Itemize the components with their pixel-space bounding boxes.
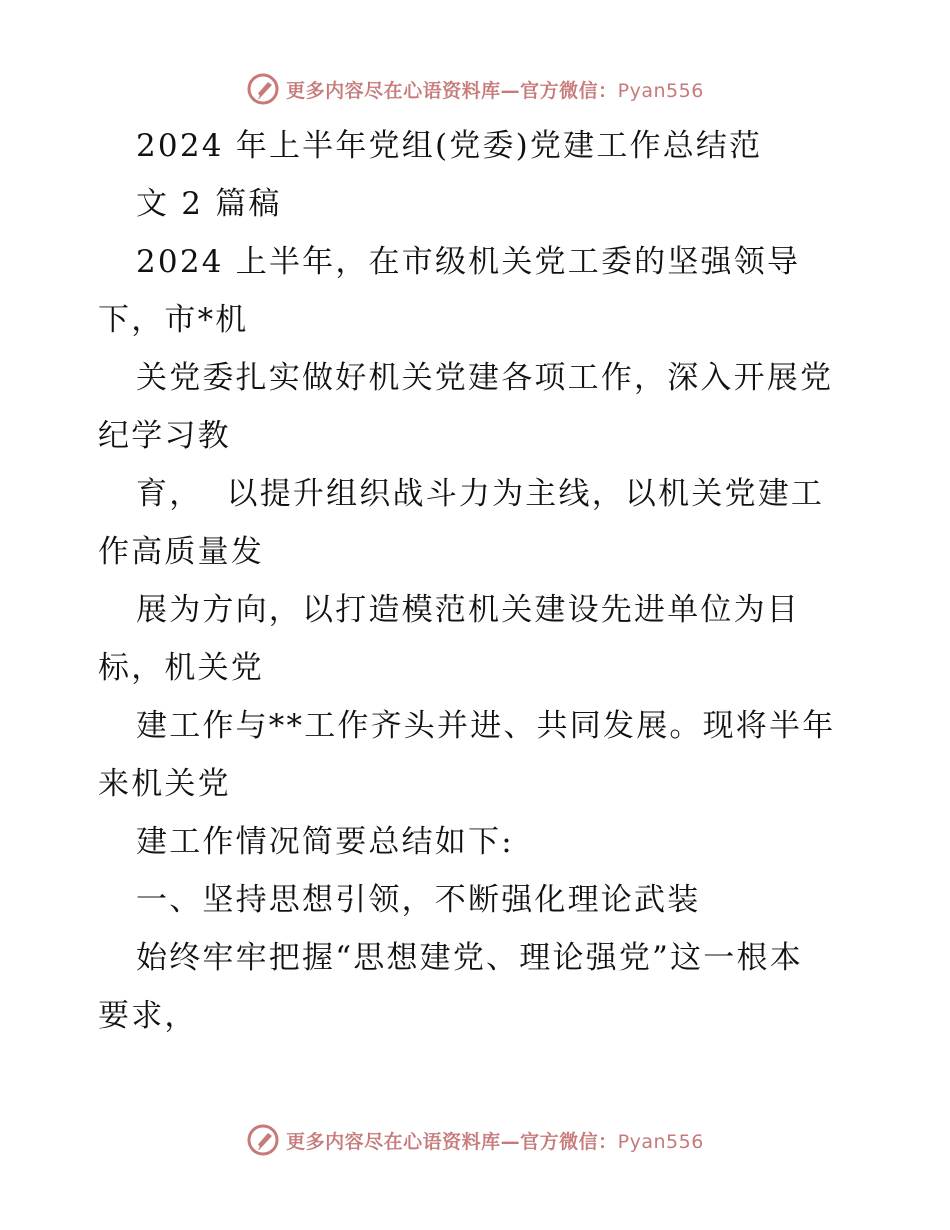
paragraph-line: 纪学习教 (98, 418, 231, 454)
pen-seal-icon (246, 1123, 280, 1157)
paragraph-line: 下，市*机 (98, 302, 249, 338)
watermark-text: 更多内容尽在心语资料库—官方微信： (286, 1130, 618, 1153)
paragraph-line: 作高质量发 (98, 534, 264, 570)
paragraph-line: 标，机关党 (98, 650, 264, 686)
paragraph-line: 关党委扎实做好机关党建各项工作，深入开展党 (136, 360, 834, 396)
watermark-text: 更多内容尽在心语资料库—官方微信： (286, 79, 618, 102)
footer-watermark (0, 1123, 950, 1157)
paragraph-line: 建工作情况简要总结如下: (136, 824, 514, 860)
watermark-wechat-id: Pyan556 (617, 1130, 704, 1153)
document-title-line-2: 文 2 篇稿 (136, 186, 282, 222)
header-watermark (0, 72, 950, 106)
section-heading: 一、坚持思想引领，不断强化理论武装 (136, 882, 701, 918)
paragraph-line: 育， 以提升组织战斗力为主线，以机关党建工 (136, 476, 825, 512)
paragraph-line: 2024 上半年，在市级机关党工委的坚强领导 (136, 244, 801, 280)
document-body (98, 124, 868, 1052)
watermark-wechat-id: Pyan556 (617, 79, 704, 102)
document-title-line-1: 2024 年上半年党组(党委)党建工作总结范 (136, 128, 763, 164)
paragraph-line: 展为方向，以打造模范机关建设先进单位为目 (136, 592, 800, 628)
paragraph-line: 来机关党 (98, 766, 231, 802)
pen-seal-icon (246, 72, 280, 106)
paragraph-line: 始终牢牢把握“思想建党、理论强党”这一根本 (136, 940, 803, 976)
paragraph-line: 建工作与**工作齐头并进、共同发展。现将半年 (136, 708, 836, 744)
paragraph-line: 要求， (98, 998, 198, 1034)
